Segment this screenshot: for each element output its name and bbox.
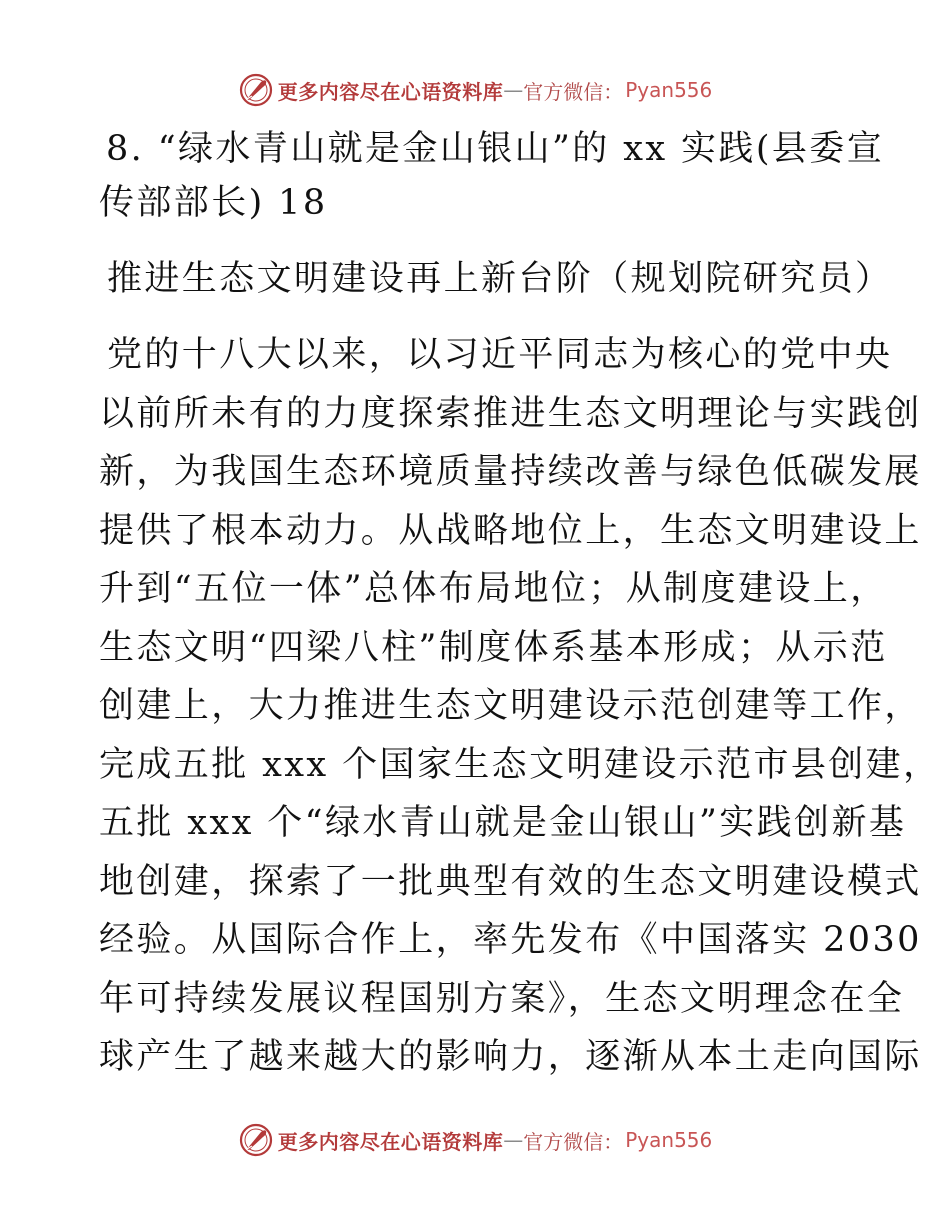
watermark-sub-text: 官方微信： xyxy=(523,1129,624,1154)
watermark-separator: — xyxy=(503,1128,524,1152)
body-line: 年可持续发展议程国别方案》，生态文明理念在全 xyxy=(99,979,905,1019)
watermark-wechat-id: Pyan556 xyxy=(625,1128,713,1152)
heading-line: 8. “绿水青山就是金山银山”的 xx 实践(县委宣 xyxy=(106,129,885,169)
body-line: 升到“五位一体”总体布局地位；从制度建设上， xyxy=(99,569,888,609)
body-line: 以前所未有的力度探索推进生态文明理论与实践创 xyxy=(99,394,922,434)
heading-line: 传部部长) 18 xyxy=(99,183,328,223)
watermark-header xyxy=(0,70,950,110)
quill-logo-icon xyxy=(238,1122,274,1158)
watermark-wechat-id: Pyan556 xyxy=(625,78,713,102)
body-line: 经验。从国际合作上，率先发布《中国落实 2030 xyxy=(99,920,922,960)
watermark-sub-text: 官方微信： xyxy=(523,79,624,104)
body-line: 完成五批 xxx 个国家生态文明建设示范市县创建， xyxy=(99,745,941,785)
body-line: 球产生了越来越大的影响力，逐渐从本土走向国际 xyxy=(99,1037,922,1077)
article-subtitle: 推进生态文明建设再上新台阶（规划院研究员） xyxy=(107,259,893,299)
body-line: 新，为我国生态环境质量持续改善与绿色低碳发展 xyxy=(99,452,922,492)
watermark-separator: — xyxy=(503,78,524,102)
watermark-main-text: 更多内容尽在心语资料库 xyxy=(277,79,504,104)
body-line: 提供了根本动力。从战略地位上，生态文明建设上 xyxy=(99,511,922,551)
body-line: 地创建，探索了一批典型有效的生态文明建设模式 xyxy=(99,862,922,902)
quill-logo-icon xyxy=(238,72,274,108)
watermark-footer xyxy=(0,1120,950,1160)
body-line: 生态文明“四梁八柱”制度体系基本形成；从示范 xyxy=(99,628,888,668)
body-line: 党的十八大以来，以习近平同志为核心的党中央 xyxy=(107,335,893,375)
body-line: 创建上，大力推进生态文明建设示范创建等工作， xyxy=(99,686,922,726)
body-line: 五批 xxx 个“绿水青山就是金山银山”实践创新基 xyxy=(99,803,907,843)
watermark-main-text: 更多内容尽在心语资料库 xyxy=(277,1129,504,1154)
